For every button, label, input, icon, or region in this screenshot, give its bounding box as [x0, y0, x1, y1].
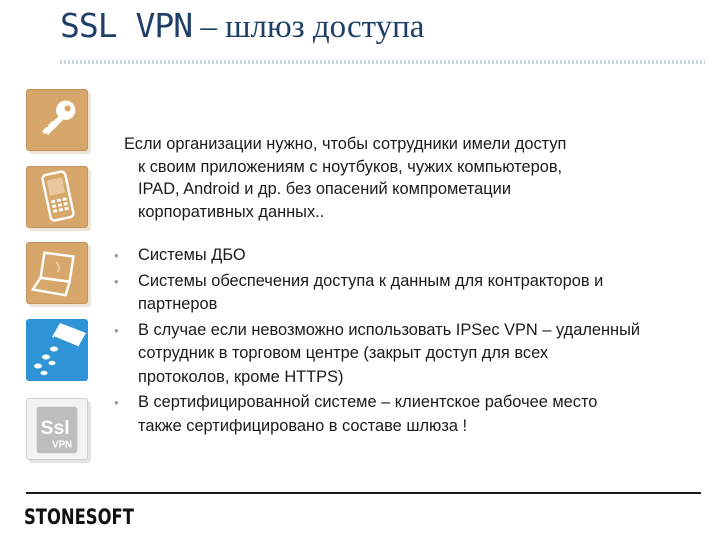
- bullet-marker: •: [114, 395, 119, 410]
- bullet-line: Системы обеспечения доступа к данным для контракторов и: [138, 271, 604, 290]
- mobile-phone-icon: [26, 166, 88, 228]
- bullet-marker: •: [114, 322, 119, 338]
- bullet-marker: •: [114, 248, 119, 263]
- bullet-line: протоколов, кроме HTTPS): [138, 367, 344, 386]
- bullet-line: также сертифицировано в составе шлюза !: [138, 416, 468, 435]
- remote-access-icon: [26, 319, 88, 381]
- bullet-line: сотрудник в торговом центре (закрыт доступ для всех: [138, 344, 549, 362]
- slide-title: [60, 6, 424, 46]
- logo-vpn-text: VPN: [52, 439, 73, 451]
- ssl-vpn-logo-icon: [26, 398, 88, 460]
- logo-ssl-text: Ssl: [40, 416, 70, 439]
- bullet-item: [114, 391, 714, 438]
- intro-line: корпоративных данных..: [138, 202, 325, 221]
- laptop-icon: [26, 242, 88, 304]
- bullet-item: [114, 270, 714, 317]
- bullet-item: [114, 319, 714, 390]
- title-dash: –: [192, 9, 226, 45]
- intro-line: IPAD, Android и др. без опасений компрометации: [138, 180, 511, 198]
- brand-logo: STONESOFT: [24, 505, 134, 529]
- bullet-line: Системы ДБО: [138, 246, 246, 264]
- key-icon: [26, 89, 88, 151]
- bullet-line: партнеров: [138, 295, 218, 313]
- intro-paragraph: [124, 133, 684, 223]
- title-main: SSL VPN: [60, 6, 193, 45]
- bullet-line: В сертифицированной системе – клиентское рабочее место: [138, 393, 598, 411]
- intro-line: к своим приложениям с ноутбуков, чужих компьютеров,: [138, 157, 563, 176]
- bullet-item: [114, 244, 714, 268]
- title-rest: шлюз доступа: [225, 9, 425, 45]
- bullet-list: [114, 244, 714, 440]
- intro-line: Если организации нужно, чтобы сотрудники имели доступ: [124, 135, 567, 153]
- title-underline: [60, 60, 705, 64]
- bullet-marker: •: [114, 273, 119, 289]
- bullet-line: В случае если невозможно использовать IPSec VPN – удаленный: [138, 320, 641, 339]
- footer-divider: [26, 492, 701, 494]
